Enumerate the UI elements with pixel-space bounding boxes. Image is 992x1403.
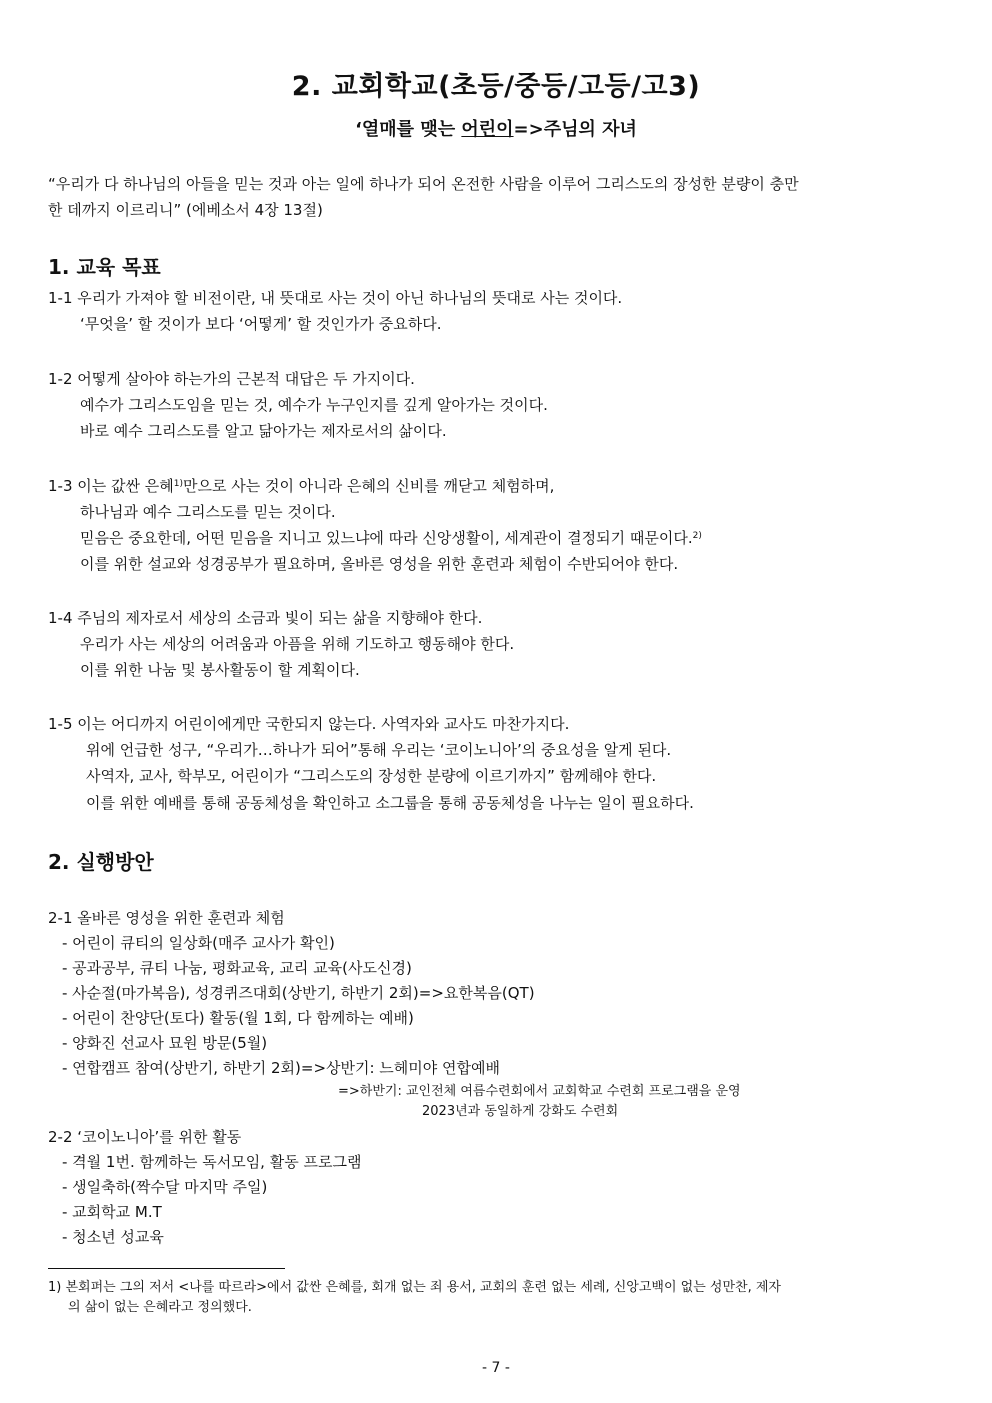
para-1-4-line-1: 1-4 주님의 제자로서 세상의 소금과 빛이 되는 삶을 지향해야 한다. <box>48 609 483 627</box>
subtitle-underlined: 어린이 <box>461 119 514 140</box>
footnote-ref-1[interactable]: 1) <box>173 479 183 489</box>
para-1-4-line-3: 이를 위한 나눔 및 봉사활동이 할 계획이다. <box>80 661 360 679</box>
footnote-line-1: 1) 본회퍼는 그의 저서 <나를 따르라>에서 값싼 은혜를, 회개 없는 죄 용서, 교회의 훈련 없는 세례, 신앙고백이 없는 성만찬, 제자 <box>48 1280 781 1295</box>
subsection-2-1-title: 2-1 올바른 영성을 위한 훈련과 체험 <box>48 909 285 927</box>
camp-note-line-1: =>하반기: 교인전체 여름수련회에서 교회학교 수련회 프로그램을 운영 <box>338 1084 741 1099</box>
camp-note-line-2: 2023년과 동일하게 강화도 수련회 <box>422 1104 619 1119</box>
subtitle-pre: ‘열매를 맺는 <box>355 119 462 140</box>
page-number: - 7 - <box>482 1360 510 1376</box>
para-1-2-line-2: 예수가 그리스도임을 믿는 것, 예수가 누구인지를 깊게 알아가는 것이다. <box>80 396 548 414</box>
para-1-3-text-b: 만으로 사는 것이 아니라 은혜의 신비를 깨닫고 체험하며, <box>183 477 555 495</box>
para-1-5-line-1: 1-5 이는 어디까지 어린이에게만 국한되지 않는다. 사역자와 교사도 마찬가지다. <box>48 715 570 733</box>
section-2-heading: 2. 실행방안 <box>48 850 154 874</box>
para-1-3-text-a: 1-3 이는 값싼 은혜 <box>48 477 174 495</box>
quote-line-1: “우리가 다 하나님의 아들을 믿는 것과 아는 일에 하나가 되어 온전한 사람을 이루어 그리스도의 장성한 분량이 충만 <box>48 175 799 193</box>
page-title: 2. 교회학교(초등/중등/고등/고3) <box>291 71 701 102</box>
list-item: - 어린이 큐티의 일상화(매주 교사가 확인) <box>62 934 335 952</box>
para-1-3-line-1 <box>48 473 554 499</box>
para-1-4-line-2: 우리가 사는 세상의 어려움과 아픔을 위해 기도하고 행동해야 한다. <box>80 635 515 653</box>
para-1-5-line-2: 위에 언급한 성구, “우리가…하나가 되어”통해 우리는 ‘코이노니아’의 중요성을 알게 된다. <box>86 741 672 759</box>
quote-line-2: 한 데까지 이르리니” (에베소서 4장 13절) <box>48 201 323 219</box>
list-item: - 격월 1번. 함께하는 독서모임, 활동 프로그램 <box>62 1153 362 1171</box>
list-item: - 사순절(마가복음), 성경퀴즈대회(상반기, 하반기 2회)=>요한복음(QT) <box>62 984 535 1002</box>
para-1-2-line-3: 바로 예수 그리스도를 알고 닮아가는 제자로서의 삶이다. <box>80 422 447 440</box>
section-1-heading: 1. 교육 목표 <box>48 255 161 279</box>
list-item: - 연합캠프 참여(상반기, 하반기 2회)=>상반기: 느헤미야 연합예배 <box>62 1059 500 1077</box>
para-1-2-line-1: 1-2 어떻게 살아야 하는가의 근본적 대답은 두 가지이다. <box>48 370 415 388</box>
list-item: - 청소년 성교육 <box>62 1228 164 1246</box>
list-item: - 양화진 선교사 묘원 방문(5월) <box>62 1034 268 1052</box>
page-subtitle <box>0 115 992 141</box>
para-1-3-line-3 <box>80 525 702 551</box>
list-item: - 어린이 찬양단(토다) 활동(월 1회, 다 함께하는 예배) <box>62 1009 414 1027</box>
list-item: - 교회학교 M.T <box>62 1203 162 1221</box>
para-1-5-line-3: 사역자, 교사, 학부모, 어린이가 “그리스도의 장성한 분량에 이르기까지” 함께해야 한다. <box>86 767 657 785</box>
footnote-line-2: 의 삶이 없는 은혜라고 정의했다. <box>68 1300 252 1315</box>
subsection-2-2-title: 2-2 ‘코이노니아’를 위한 활동 <box>48 1128 242 1146</box>
list-item: - 공과공부, 큐티 나눔, 평화교육, 교리 교육(사도신경) <box>62 959 412 977</box>
footnote-divider <box>48 1268 285 1269</box>
para-1-3-line-4: 이를 위한 설교와 성경공부가 필요하며, 올바른 영성을 위한 훈련과 체험이 수반되어야 한다. <box>80 555 679 573</box>
para-1-3-text-c: 믿음은 중요한데, 어떤 믿음을 지니고 있느냐에 따라 신앙생활이, 세계관이 결정되기 때문이다. <box>80 529 693 547</box>
para-1-3-line-2: 하나님과 예수 그리스도를 믿는 것이다. <box>80 503 336 521</box>
footnote-ref-2[interactable]: 2) <box>692 531 702 541</box>
para-1-1-line-1: 1-1 우리가 가져야 할 비전이란, 내 뜻대로 사는 것이 아닌 하나님의 뜻대로 사는 것이다. <box>48 289 623 307</box>
list-item: - 생일축하(짝수달 마지막 주일) <box>62 1178 268 1196</box>
para-1-5-line-4: 이를 위한 예배를 통해 공동체성을 확인하고 소그룹을 통해 공동체성을 나누는 일이 필요하다. <box>86 794 694 812</box>
subtitle-post: =>주님의 자녀 <box>513 119 637 140</box>
para-1-1-line-2: ‘무엇을’ 할 것이가 보다 ‘어떻게’ 할 것인가가 중요하다. <box>80 315 442 333</box>
